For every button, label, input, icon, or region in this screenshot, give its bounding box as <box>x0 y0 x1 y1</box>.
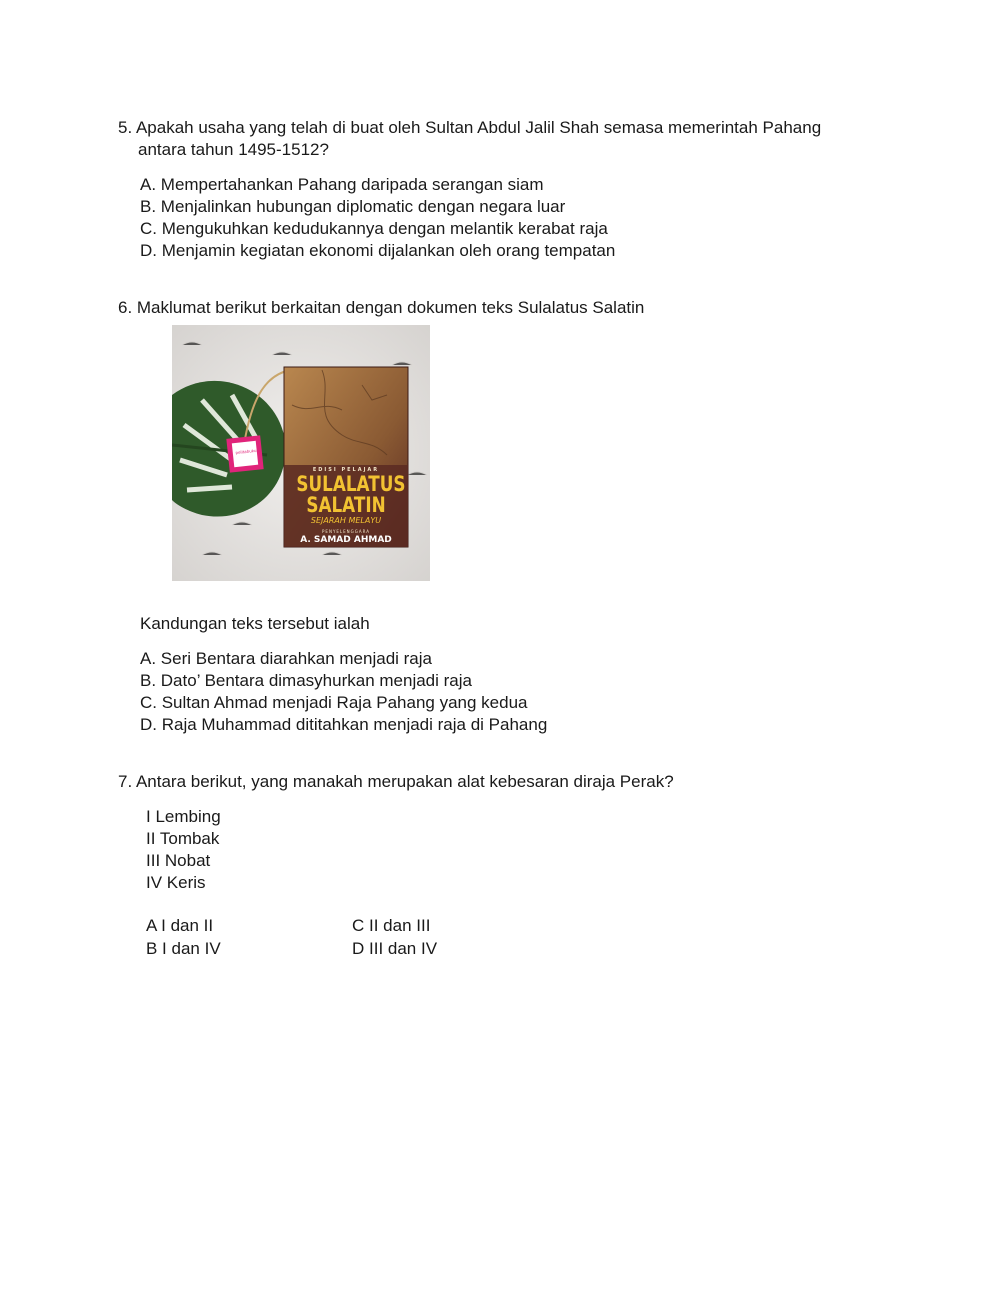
q6-option-a: A. Seri Bentara diarahkan menjadi raja <box>140 649 432 668</box>
q6-stem: 6. Maklumat berikut berkaitan dengan dokumen teks Sulalatus Salatin <box>118 298 645 317</box>
book-title-line2: SALATIN <box>306 493 386 517</box>
book-author: A. SAMAD AHMAD <box>300 535 392 545</box>
q7-choice-d: D III dan IV <box>352 939 438 958</box>
q5-option-b: B. Menjalinkan hubungan diplomatic dengan negara luar <box>140 197 566 216</box>
q6-option-d: D. Raja Muhammad dititahkan menjadi raja di Pahang <box>140 715 548 734</box>
q7-item-3: III Nobat <box>146 851 211 870</box>
q7-item-1: I Lembing <box>146 807 221 826</box>
q7-item-4: IV Keris <box>146 873 206 892</box>
q7-item-2: II Tombak <box>146 829 220 848</box>
tag-text: pelitabuku <box>235 447 257 456</box>
q5-stem: 5. Apakah usaha yang telah di buat oleh Sultan Abdul Jalil Shah semasa memerintah Pahang <box>118 118 822 137</box>
q5-stem-continued: antara tahun 1495-1512? <box>138 140 329 159</box>
q6-option-b: B. Dato’ Bentara dimasyhurkan menjadi raja <box>140 671 472 690</box>
book-title-line1: SULALATUS <box>296 472 406 496</box>
book-editor-label: PENYELENGGARA <box>322 529 370 534</box>
q7-choice-c: C II dan III <box>352 916 431 935</box>
book-subtitle: SEJARAH MELAYU <box>310 516 382 525</box>
q6-option-c: C. Sultan Ahmad menjadi Raja Pahang yang kedua <box>140 693 528 712</box>
q5-option-d: D. Menjamin kegiatan ekonomi dijalankan oleh orang tempatan <box>140 241 616 260</box>
q7-stem: 7. Antara berikut, yang manakah merupakan alat kebesaran diraja Perak? <box>118 772 674 791</box>
q5-option-c: C. Mengukuhkan kedudukannya dengan melantik kerabat raja <box>140 219 608 238</box>
book-photo <box>172 325 430 581</box>
q7-choice-a: A I dan II <box>146 916 214 935</box>
q5-option-a: A. Mempertahankan Pahang daripada serangan siam <box>140 175 544 194</box>
book-edition: EDISI PELAJAR <box>312 467 380 473</box>
q6-prompt: Kandungan teks tersebut ialah <box>140 614 370 633</box>
q7-choice-b: B I dan IV <box>146 939 221 958</box>
